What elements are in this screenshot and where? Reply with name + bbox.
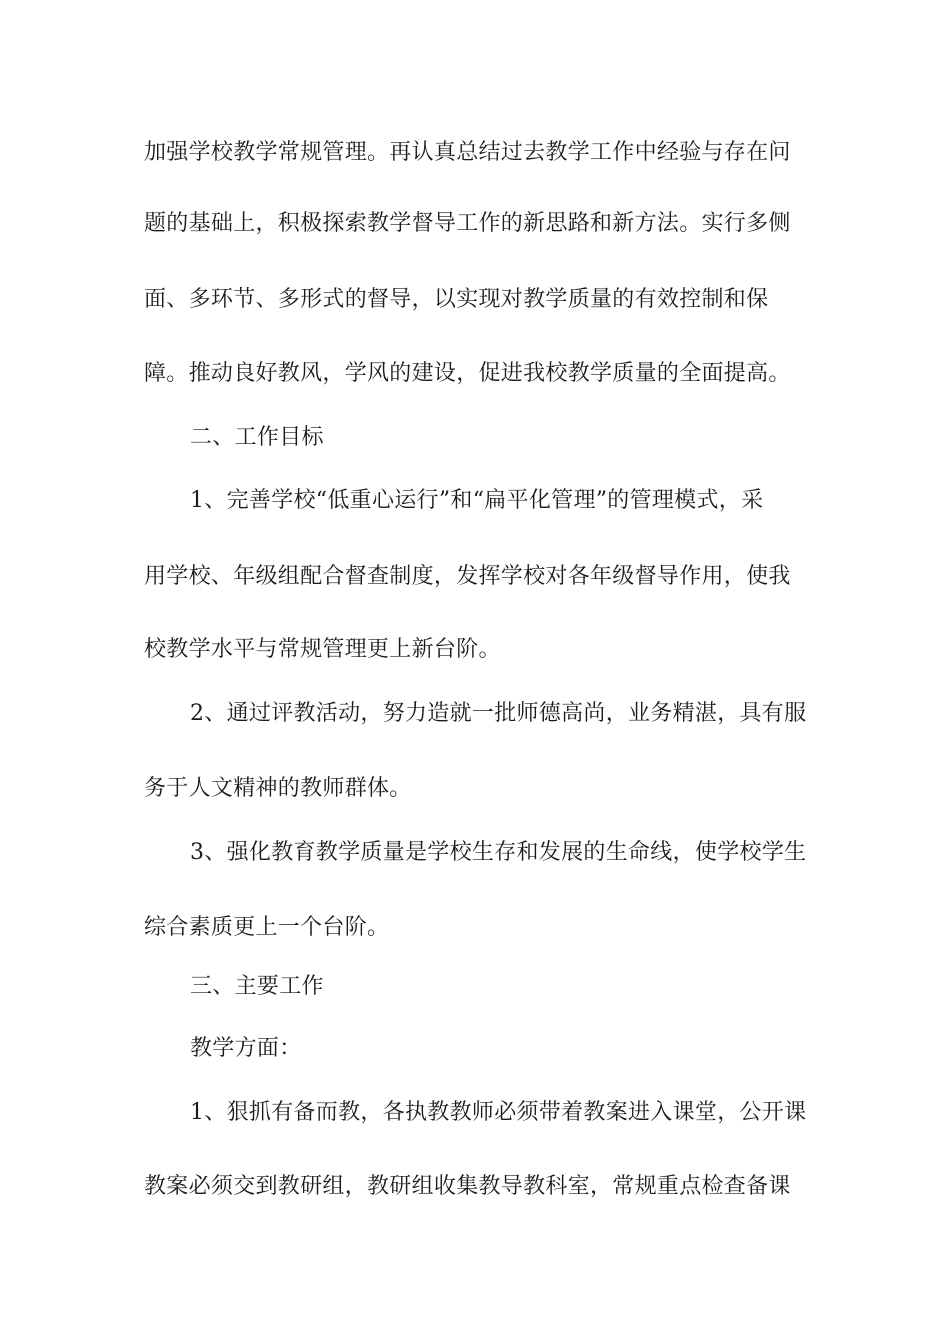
paragraph-line: 2、通过评教活动，努力造就一批师德高尚，业务精湛，具有服	[190, 701, 807, 726]
section-heading: 三、主要工作	[190, 974, 324, 999]
paragraph-line: 加强学校教学常规管理。再认真总结过去教学工作中经验与存在问	[144, 140, 791, 165]
paragraph-line: 务于人文精神的教师群体。	[144, 776, 412, 801]
paragraph-line: 综合素质更上一个台阶。	[144, 915, 390, 940]
paragraph-line: 1、完善学校“低重心运行”和“扁平化管理”的管理模式，采	[190, 488, 764, 513]
subsection-heading: 教学方面：	[190, 1036, 302, 1061]
paragraph-line: 障。推动良好教风，学风的建设，促进我校教学质量的全面提高。	[144, 361, 791, 386]
paragraph-line: 教案必须交到教研组，教研组收集教导教科室，常规重点检查备课	[144, 1174, 791, 1199]
paragraph-line: 1、狠抓有备而教，各执教教师必须带着教案进入课堂，公开课	[190, 1100, 807, 1125]
paragraph-line: 用学校、年级组配合督查制度，发挥学校对各年级督导作用，使我	[144, 564, 791, 589]
paragraph-line: 题的基础上，积极探索教学督导工作的新思路和新方法。实行多侧	[144, 211, 791, 236]
paragraph-line: 校教学水平与常规管理更上新台阶。	[144, 637, 501, 662]
paragraph-line: 3、强化教育教学质量是学校生存和发展的生命线，使学校学生	[190, 840, 807, 865]
section-heading: 二、工作目标	[190, 425, 324, 450]
paragraph-line: 面、多环节、多形式的督导，以实现对教学质量的有效控制和保	[144, 287, 769, 312]
